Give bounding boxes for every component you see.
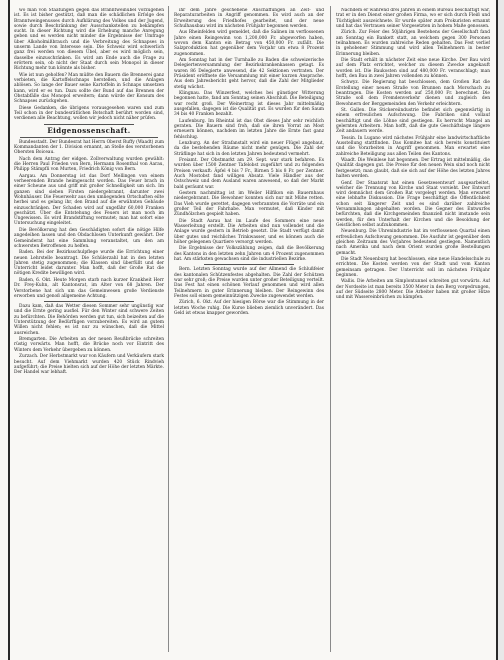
article-paragraph: Diese Gedanken, die übrigens vorausgesehen waren und zum Teil schon in der bundesrätlichen Botschaft berührt worden sind, verdienen alle Beachtung, wollen wir jedoch nicht näher prüfen. <box>14 105 164 122</box>
article-paragraph: ihr dem Jahre geschehene Anschaffungen an Zeit- und Reparaturarbeiten in Angriff genommen. Es wird auch an der Erweiterung des Friedhofes gearbeitet, und der neue Schulhausbau wird im nächsten Frühjahr begonnen werden. <box>174 8 324 29</box>
article-paragraph: Die Bevölkerung hat den Geschädigten sofort die nötige Hilfe angedeihen lassen und den Obdachlosen Unterkunft gewährt. Der Gemeinderat hat eine Sammlung veranstaltet, um den am schwersten Betroffenen zu helfen. <box>14 227 164 249</box>
article-paragraph: Zurzach. Der Herbstmarkt war von Käufern und Verkäufern stark besucht. Auf dem Viehmarkt wurden 420 Stück Rindvieh aufgeführt; die Preise hielten sich auf der Höhe der letzten Märkte. Der Handel war lebhaft. <box>14 354 164 376</box>
article-paragraph: Neuenburg. Die Uhrenindustrie hat im verflossenen Quartal einen erfreulichen Aufschwung genommen. Die Ausfuhr ist gegenüber dem gleichen Zeitraum des Vorjahres bedeutend gestiegen. Namentlich nach Amerika und nach dem Orient wurden große Bestellungen gemacht. <box>336 229 490 256</box>
article-paragraph: Bremgarten. Die Arbeiten an der neuen Reußbrücke schreiten rüstig vorwärts. Man hofft, die Brücke noch vor Eintritt des Winters dem Verkehr übergeben zu können. <box>14 337 164 353</box>
article-paragraph: Laufenburg. Im Rheintal ist das Obst dieses Jahr sehr reichlich geraten. Die Bauern sind froh, daß sie ihren Vorrat an Most erneuern können, nachdem im letzten Jahre die Ernte fast ganz fehlschlug. <box>174 118 324 140</box>
page-edge-right <box>498 0 504 660</box>
article-paragraph: Aargau. Am Donnerstag ist das Dorf Mellingen von einem verheerenden Brande heimgesucht worden. Das Feuer brach in einer Scheune aus und griff mit großer Schnelligkeit um sich. Im ganzen sind sieben Firsten niedergebrannt, darunter zwei Wohnhäuser. Die Feuerwehr aus den umliegenden Ortschaften eilte herbei und es gelang ihr, den Brand auf die erwähnten Gebäude einzuschränken. Der Schaden wird auf ungefähr 60,000 Franken geschätzt. Über die Entstehung des Feuers ist man noch im Ungewissen. Es wird Brandstiftung vermutet; man hat sofort eine Untersuchung eingeleitet. <box>14 173 164 227</box>
article-paragraph: Lenzburg. An der Strafanstalt wird ein neuer Flügel angebaut, da die bestehenden Räume nicht mehr genügen. Die Zahl der Sträflinge hat sich in den letzten Jahren bedeutend vermehrt. <box>174 141 324 157</box>
article-paragraph: Die Ergebnisse der Volkszählung zeigen, daß die Bevölkerung des Kantons in den letzten zehn Jahren um 4 Prozent zugenommen hat. Am stärksten gewachsen sind die industriellen Bezirke. <box>174 246 324 263</box>
section-heading-eidgenossenschaft: Eidgenossenschaft. <box>47 125 131 135</box>
article-paragraph: Zürich, 6. Okt. Auf der hiesigen Börse war die Stimmung in der letzten Woche ruhig. Die Kurse blieben ziemlich unverändert. Das Geld ist etwas knapper geworden. <box>174 300 324 316</box>
section-rule <box>204 264 294 265</box>
article-paragraph: Baden. Bei der Bezirksschulpflege wurde die Errichtung einer neuen Lehrstelle beantragt. Die Schülerzahl hat in den letzten Jahren stetig zugenommen; die Klassen sind überfüllt und der Unterricht leidet darunter. Man hofft, daß der Große Rat die nötigen Kredite bewilligen wird. <box>14 250 164 277</box>
article-paragraph: Klingnau. Das Winzerfest, welches bei günstiger Witterung begonnen hatte, fand am Sonntag seinen Abschluß. Die Beteiligung war recht groß. Der Weinertrag ist dieses Jahr mittelmäßig ausgefallen, dagegen ist die Qualität gut. Es wurden für den Saum 34 bis 40 Franken bezahlt. <box>174 91 324 118</box>
article-paragraph: St. Gallen. Die Stickereiindustrie befindet sich gegenwärtig in einem erfreulichen Aufschwung. Die Fabriken sind vollauf beschäftigt und die Löhne sind gestiegen. Es herrscht Mangel an gelernten Arbeitern. Man hofft, daß die gute Geschäftslage längere Zeit andauern werde. <box>336 108 490 135</box>
article-paragraph: Die Stadt Neuenburg hat beschlossen, eine neue Handelsschule zu errichten. Die Kosten werden von der Stadt und vom Kanton gemeinsam getragen. Der Unterricht soll im nächsten Frühjahr beginnen. <box>336 257 490 278</box>
section-rule <box>20 137 158 138</box>
column-separator <box>168 6 169 652</box>
article-paragraph: Wie ist nun geholfen? Man müßte den Bauern die Brennerei ganz verbieten, die Kartoffelschnaps herstellen, und die Anlagen ablösen. So lange der Bauer seine Kartoffeln in Schnaps umsetzen kann, wird er es tun. Dazu sollte der Bund auf das Brennen der Obstabfälle das Monopol erweitern; dann würde der Konsum des Schnapses zurückgehen. <box>14 72 164 105</box>
section-rule <box>44 301 134 302</box>
article-paragraph: Die Stadt Aarau hat im Laufe des Sommers eine neue Wasserleitung erstellt. Die Arbeiten sind nun vollendet und die Anlage wurde gestern in Betrieb gesetzt. Die Stadt verfügt damit über gutes und reichliches Trinkwasser, und es können auch die höher gelegenen Quartiere versorgt werden. <box>174 218 324 245</box>
article-paragraph: Dazu kam, daß das Wetter diesen Sommer sehr ungünstig war und die Ernte gering ausfiel. Für den Winter sind schwere Zeiten zu befürchten. Die Behörden werden gut tun, sich beizeiten auf die Unterstützung der Bedürftigen vorzubereiten. Es wird an gutem Willen nicht fehlen; es ist nur zu wünschen, daß die Mittel ausreichen. <box>14 304 164 336</box>
column-2 <box>174 8 324 648</box>
column-separator <box>330 6 331 652</box>
article-paragraph: Schwyz. Die Regierung hat beschlossen, dem Großen Rat die Erstellung einer neuen Straße von Brunnen nach Morschach zu beantragen. Die Kosten werden auf 250,000 Fr. berechnet. Die Straße soll dem Fremdenverkehr dienen und zugleich den Bewohnern der Berggemeinden den Verkehr erleichtern. <box>336 80 490 107</box>
article-paragraph: wo man von Staatungen gegen das Branntweinübel vorzugehen ist. Es ist bisher gestützt, daß man die schädlichen Erfolge des Branntweingenusses durch Aufklärung des Volkes und der Jugend, sowie durch Beschränkung der Ausschankstellen zu bekämpfen sucht. In dieser Richtung wird die Erhebung manche Anregung geben und es werden nicht minder die Ergebnisse der Umfrage über Alkoholmißbrauch und die Verbreitung des Schnapses in unserm Lande von Interesse sein. Die Schweiz wird schwerlich ganz frei werden von diesem Übel, aber es wird möglich sein, dasselbe einzuschränken. Es wird am Ende auch die Frage zu erörtern sein, ob nicht der Staat durch sein Monopol in dieser Richtung mehr tun könnte als bisher. <box>14 8 164 72</box>
page-frame-left <box>8 0 10 660</box>
column-3 <box>336 8 490 648</box>
article-paragraph: Die Stadt erhält in nächster Zeit eine neue Kirche. Der Bau wird auf dem Platz errichtet, welcher zu diesem Zwecke angekauft worden ist. Die Baukosten sind auf 480,000 Fr. veranschlagt; man hofft, den Bau in zwei Jahren vollenden zu können. <box>336 58 490 79</box>
column-1 <box>14 8 164 648</box>
article-paragraph: Bundesstadt. Der Bundesrat hat Herrn Oberst Ruffy (Waadt) zum Kommandanten der 1. Division ernannt, an Stelle des verstorbenen Obersten Boiceau. <box>14 139 164 156</box>
article-paragraph: Wallis. Die Arbeiten am Simplontunnel schreiten gut vorwärts. Auf der Nordseite ist man bereits 3500 Meter in den Berg vorgedrungen, auf der Südseite 2800 Meter. Die Arbeiter haben mit großer Hitze und mit Wassereinbrüchen zu kämpfen. <box>336 279 490 301</box>
article-paragraph: Zürich. Zur Feier des 50jährigen Bestehens der Gesellschaft fand am Sonntag ein Bankett statt, an welchem gegen 300 Personen teilnahmen. Es wurden zahlreiche Reden gehalten. Das Fest verlief in gehobener Stimmung und wird allen Teilnehmern in bester Erinnerung bleiben. <box>336 30 490 57</box>
article-paragraph: Waadt. Die Weinlese hat begonnen. Der Ertrag ist mittelmäßig, die Qualität dagegen gut. Die Preise für den neuen Wein sind noch nicht festgesetzt; man glaubt, daß sie sich auf der Höhe des letzten Jahres halten werden. <box>336 158 490 180</box>
article-paragraph: Genf. Der Staatsrat hat einen Gesetzesentwurf ausgearbeitet, welcher die Trennung von Kirche und Staat vorsieht. Der Entwurf wird demnächst dem Großen Rat vorgelegt werden. Man erwartet eine lebhafte Diskussion. Die Frage beschäftigt die Öffentlichkeit schon seit längerer Zeit und es sind darüber zahlreiche Versammlungen abgehalten worden. Die Gegner des Entwurfes befürchten, daß die Kirchgemeinden finanziell nicht imstande sein werden, für den Unterhalt der Kirchen und die Besoldung der Geistlichen selbst aufzukommen. <box>336 180 490 228</box>
article-paragraph: Tessin. In Lugano wird nächstes Frühjahr eine landwirtschaftliche Ausstellung stattfinden. Das Komitee hat sich bereits konstituiert und die Vorarbeiten in Angriff genommen. Man erwartet eine zahlreiche Beteiligung aus allen Teilen des Kantons. <box>336 135 490 157</box>
article-paragraph: Baden, 6. Okt. Heute Morgen starb nach kurzer Krankheit Herr Dr. Frey-Kuhn, alt Kantonsrat, im Alter von 68 Jahren. Der Verstorbene hat sich um das Gemeinwesen große Verdienste erworben und genoß allgemeine Achtung. <box>14 277 164 299</box>
article-paragraph: Freiamt. Der Obstmarkt am 29. Sept. war stark befahren. Es wurden über 1500 Zentner Tafelobst zugeführt und zu folgenden Preisen verkauft: Äpfel 4 bis 7 Fr., Birnen 5 bis 8 Fr. per Zentner. Auch Mostobst fand willigen Absatz. Viele Händler aus der Ostschweiz und dem Ausland waren anwesend, so daß der Markt bald geräumt war. <box>174 158 324 190</box>
article-paragraph: Aus Rheinfelden wird gemeldet, daß die Salinen im verflossenen Jahre einen Reingewinn von 1,200,000 Fr. abgeworfen haben, wovon dem Kanton ein Betrag von 450,000 Fr. zufällt. Die Salzproduktion hat gegenüber dem Vorjahr um etwa 8 Prozent zugenommen. <box>174 30 324 57</box>
article-paragraph: Gestern nachmittag ist im Weiler Hilfikon ein Bauernhaus niedergebrannt. Die Bewohner konnten sich nur mit Mühe retten. Das Vieh wurde gerettet, dagegen verbrannten die Vorräte und ein großer Teil der Fahrhabe. Man vermutet, daß Kinder mit Zündhölzchen gespielt haben. <box>174 191 324 218</box>
section-rule <box>44 124 134 125</box>
article-paragraph: Nachdem er während drei Jahren in einem Bureau beschäftigt war, trat er in den Dienst einer großen Firma, wo er sich durch Fleiß und Tüchtigkeit auszeichnete. Er wurde später zum Prokuristen ernannt und hat das Vertrauen seiner Vorgesetzten in hohem Maße genossen. <box>336 8 490 29</box>
article-paragraph: Bern. Letzten Sonntag wurde auf der Allmend die Schlußfeier des kantonalen Schützenfestes abgehalten. Die Zahl der Schützen war sehr groß; die Preise wurden unter großer Beteiligung verteilt. Das Fest hat einen schönen Verlauf genommen und wird allen Teilnehmern in guter Erinnerung bleiben. Der Reingewinn des Festes soll einem gemeinnützigen Zwecke zugewendet werden. <box>174 267 324 299</box>
article-paragraph: Am Sonntag hat in der Turnhalle zu Baden die schweizerische Delegiertenversammlung der Bezirkskrankenkassen getagt. Es waren 86 Delegierte anwesend, die 42 Sektionen vertraten. Der Präsident eröffnete die Versammlung mit einer kurzen Ansprache. Aus dem Jahresbericht geht hervor, daß die Zahl der Mitglieder stetig wächst. <box>174 58 324 90</box>
article-paragraph: Nach dem Antrag der eidgen. Zollverwaltung wurden gewählt: die Herren Paul Frieden von Bern, Hermann Rosenthal von Aarau, Philipp Stämpfli von Murten, Friedrich König von Bern. <box>14 156 164 173</box>
